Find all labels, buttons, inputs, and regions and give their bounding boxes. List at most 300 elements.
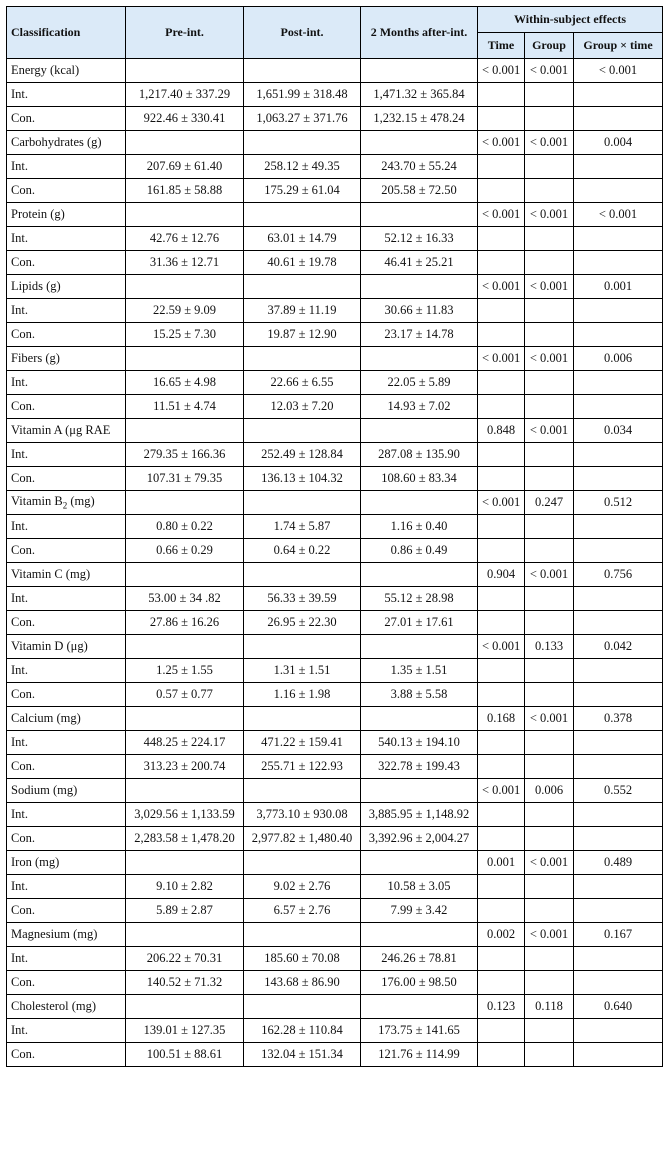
mean-sd-value: 9.02 ± 2.76 <box>244 875 361 899</box>
table-row-con <box>7 899 663 923</box>
mean-sd-value: 173.75 ± 141.65 <box>361 1019 478 1043</box>
mean-sd-value: 0.66 ± 0.29 <box>126 539 244 563</box>
empty-cell <box>478 731 525 755</box>
table-row-int <box>7 803 663 827</box>
empty-cell <box>478 587 525 611</box>
p-group-x-time: 0.378 <box>574 707 663 731</box>
header-post-int: Post-int. <box>244 7 361 59</box>
mean-sd-value: 7.99 ± 3.42 <box>361 899 478 923</box>
empty-cell <box>244 131 361 155</box>
nutrient-label: Vitamin C (mg) <box>7 563 126 587</box>
group-label: Int. <box>7 371 126 395</box>
table-row-con <box>7 971 663 995</box>
mean-sd-value: 243.70 ± 55.24 <box>361 155 478 179</box>
empty-cell <box>361 995 478 1019</box>
table-row-con <box>7 827 663 851</box>
p-group: < 0.001 <box>525 59 574 83</box>
p-group: < 0.001 <box>525 851 574 875</box>
empty-cell <box>126 923 244 947</box>
table-row-nutrient <box>7 131 663 155</box>
empty-cell <box>478 443 525 467</box>
empty-cell <box>574 299 663 323</box>
mean-sd-value: 205.58 ± 72.50 <box>361 179 478 203</box>
mean-sd-value: 42.76 ± 12.76 <box>126 227 244 251</box>
mean-sd-value: 322.78 ± 199.43 <box>361 755 478 779</box>
empty-cell <box>574 659 663 683</box>
table-row-con <box>7 539 663 563</box>
table-row-int <box>7 1019 663 1043</box>
empty-cell <box>244 635 361 659</box>
empty-cell <box>361 635 478 659</box>
empty-cell <box>525 683 574 707</box>
p-group-x-time: 0.001 <box>574 275 663 299</box>
header-within-subject-effects: Within-subject effects <box>478 7 663 33</box>
p-group-x-time: 0.167 <box>574 923 663 947</box>
mean-sd-value: 258.12 ± 49.35 <box>244 155 361 179</box>
empty-cell <box>126 851 244 875</box>
group-label: Int. <box>7 947 126 971</box>
empty-cell <box>126 59 244 83</box>
table-row-nutrient <box>7 779 663 803</box>
group-label: Int. <box>7 1019 126 1043</box>
table-row-con <box>7 107 663 131</box>
empty-cell <box>361 563 478 587</box>
empty-cell <box>126 779 244 803</box>
mean-sd-value: 15.25 ± 7.30 <box>126 323 244 347</box>
table-row-con <box>7 323 663 347</box>
empty-cell <box>574 1043 663 1067</box>
nutrient-label: Vitamin A (μg RAE <box>7 419 126 443</box>
mean-sd-value: 287.08 ± 135.90 <box>361 443 478 467</box>
mean-sd-value: 1.16 ± 1.98 <box>244 683 361 707</box>
table-row-int <box>7 947 663 971</box>
p-group-x-time: 0.640 <box>574 995 663 1019</box>
mean-sd-value: 31.36 ± 12.71 <box>126 251 244 275</box>
table-row-nutrient <box>7 923 663 947</box>
empty-cell <box>574 323 663 347</box>
table-row-int <box>7 659 663 683</box>
empty-cell <box>478 899 525 923</box>
empty-cell <box>244 347 361 371</box>
mean-sd-value: 185.60 ± 70.08 <box>244 947 361 971</box>
p-group-x-time: 0.756 <box>574 563 663 587</box>
label-text: Vitamin B <box>11 494 63 509</box>
mean-sd-value: 1.25 ± 1.55 <box>126 659 244 683</box>
mean-sd-value: 161.85 ± 58.88 <box>126 179 244 203</box>
mean-sd-value: 313.23 ± 200.74 <box>126 755 244 779</box>
empty-cell <box>574 251 663 275</box>
mean-sd-value: 471.22 ± 159.41 <box>244 731 361 755</box>
table-row-nutrient <box>7 419 663 443</box>
mean-sd-value: 0.57 ± 0.77 <box>126 683 244 707</box>
empty-cell <box>244 275 361 299</box>
table-row-int <box>7 227 663 251</box>
mean-sd-value: 2,283.58 ± 1,478.20 <box>126 827 244 851</box>
p-group: < 0.001 <box>525 131 574 155</box>
empty-cell <box>574 83 663 107</box>
p-group: < 0.001 <box>525 419 574 443</box>
table-row-con <box>7 683 663 707</box>
mean-sd-value: 16.65 ± 4.98 <box>126 371 244 395</box>
p-group-x-time: 0.004 <box>574 131 663 155</box>
group-label: Con. <box>7 971 126 995</box>
nutrient-label: Cholesterol (mg) <box>7 995 126 1019</box>
empty-cell <box>361 923 478 947</box>
mean-sd-value: 37.89 ± 11.19 <box>244 299 361 323</box>
empty-cell <box>525 251 574 275</box>
group-label: Int. <box>7 659 126 683</box>
empty-cell <box>361 59 478 83</box>
empty-cell <box>126 419 244 443</box>
p-group: 0.247 <box>525 491 574 515</box>
empty-cell <box>126 347 244 371</box>
mean-sd-value: 3,029.56 ± 1,133.59 <box>126 803 244 827</box>
empty-cell <box>574 611 663 635</box>
header-pre-int: Pre-int. <box>126 7 244 59</box>
p-time: < 0.001 <box>478 59 525 83</box>
table-row-con <box>7 755 663 779</box>
table-row-con <box>7 251 663 275</box>
group-label: Int. <box>7 155 126 179</box>
group-label: Int. <box>7 875 126 899</box>
nutrient-label: Sodium (mg) <box>7 779 126 803</box>
mean-sd-value: 279.35 ± 166.36 <box>126 443 244 467</box>
empty-cell <box>525 1043 574 1067</box>
mean-sd-value: 121.76 ± 114.99 <box>361 1043 478 1067</box>
empty-cell <box>574 755 663 779</box>
mean-sd-value: 922.46 ± 330.41 <box>126 107 244 131</box>
group-label: Con. <box>7 395 126 419</box>
mean-sd-value: 10.58 ± 3.05 <box>361 875 478 899</box>
empty-cell <box>574 371 663 395</box>
nutrient-intake-table <box>6 6 663 1067</box>
empty-cell <box>478 323 525 347</box>
empty-cell <box>478 395 525 419</box>
mean-sd-value: 140.52 ± 71.32 <box>126 971 244 995</box>
empty-cell <box>361 851 478 875</box>
group-label: Int. <box>7 803 126 827</box>
group-label: Con. <box>7 611 126 635</box>
empty-cell <box>361 203 478 227</box>
table-row-nutrient <box>7 635 663 659</box>
empty-cell <box>574 731 663 755</box>
p-group-x-time: < 0.001 <box>574 203 663 227</box>
label-unit: (mg) <box>67 494 95 509</box>
empty-cell <box>478 875 525 899</box>
mean-sd-value: 175.29 ± 61.04 <box>244 179 361 203</box>
mean-sd-value: 207.69 ± 61.40 <box>126 155 244 179</box>
table-row-nutrient <box>7 995 663 1019</box>
empty-cell <box>126 131 244 155</box>
table-row-nutrient <box>7 851 663 875</box>
empty-cell <box>244 563 361 587</box>
table-row-nutrient <box>7 59 663 83</box>
p-group-x-time: 0.042 <box>574 635 663 659</box>
empty-cell <box>361 419 478 443</box>
empty-cell <box>574 443 663 467</box>
group-label: Con. <box>7 323 126 347</box>
empty-cell <box>126 995 244 1019</box>
empty-cell <box>244 779 361 803</box>
table-row-int <box>7 515 663 539</box>
group-label: Int. <box>7 731 126 755</box>
table-row-int <box>7 371 663 395</box>
empty-cell <box>525 659 574 683</box>
empty-cell <box>478 227 525 251</box>
empty-cell <box>525 83 574 107</box>
nutrient-label: Carbohydrates (g) <box>7 131 126 155</box>
empty-cell <box>478 107 525 131</box>
group-label: Con. <box>7 827 126 851</box>
empty-cell <box>574 395 663 419</box>
mean-sd-value: 19.87 ± 12.90 <box>244 323 361 347</box>
empty-cell <box>126 203 244 227</box>
table-row-int <box>7 83 663 107</box>
mean-sd-value: 6.57 ± 2.76 <box>244 899 361 923</box>
empty-cell <box>525 731 574 755</box>
empty-cell <box>244 851 361 875</box>
group-label: Int. <box>7 299 126 323</box>
group-label: Int. <box>7 227 126 251</box>
mean-sd-value: 63.01 ± 14.79 <box>244 227 361 251</box>
nutrient-label: Magnesium (mg) <box>7 923 126 947</box>
mean-sd-value: 255.71 ± 122.93 <box>244 755 361 779</box>
p-group-x-time: 0.489 <box>574 851 663 875</box>
table-row-int <box>7 875 663 899</box>
empty-cell <box>525 1019 574 1043</box>
empty-cell <box>478 683 525 707</box>
nutrient-label: Lipids (g) <box>7 275 126 299</box>
table-row-int <box>7 443 663 467</box>
table-row-con <box>7 395 663 419</box>
table-row-nutrient <box>7 203 663 227</box>
mean-sd-value: 5.89 ± 2.87 <box>126 899 244 923</box>
nutrient-label: Energy (kcal) <box>7 59 126 83</box>
empty-cell <box>525 227 574 251</box>
table-body <box>7 59 663 1067</box>
mean-sd-value: 22.59 ± 9.09 <box>126 299 244 323</box>
mean-sd-value: 14.93 ± 7.02 <box>361 395 478 419</box>
mean-sd-value: 22.05 ± 5.89 <box>361 371 478 395</box>
mean-sd-value: 1,471.32 ± 365.84 <box>361 83 478 107</box>
mean-sd-value: 52.12 ± 16.33 <box>361 227 478 251</box>
nutrient-label: Vitamin D (μg) <box>7 635 126 659</box>
table-row-con <box>7 467 663 491</box>
empty-cell <box>478 611 525 635</box>
mean-sd-value: 1.31 ± 1.51 <box>244 659 361 683</box>
empty-cell <box>126 275 244 299</box>
p-group-x-time: 0.006 <box>574 347 663 371</box>
empty-cell <box>244 59 361 83</box>
p-time: 0.002 <box>478 923 525 947</box>
nutrient-label: Protein (g) <box>7 203 126 227</box>
group-label: Int. <box>7 515 126 539</box>
mean-sd-value: 1.74 ± 5.87 <box>244 515 361 539</box>
empty-cell <box>126 707 244 731</box>
mean-sd-value: 3,885.95 ± 1,148.92 <box>361 803 478 827</box>
mean-sd-value: 206.22 ± 70.31 <box>126 947 244 971</box>
mean-sd-value: 3,773.10 ± 930.08 <box>244 803 361 827</box>
p-time: 0.001 <box>478 851 525 875</box>
table-row-nutrient <box>7 707 663 731</box>
mean-sd-value: 162.28 ± 110.84 <box>244 1019 361 1043</box>
mean-sd-value: 2,977.82 ± 1,480.40 <box>244 827 361 851</box>
group-label: Int. <box>7 443 126 467</box>
p-group: 0.006 <box>525 779 574 803</box>
mean-sd-value: 108.60 ± 83.34 <box>361 467 478 491</box>
empty-cell <box>525 827 574 851</box>
empty-cell <box>574 683 663 707</box>
empty-cell <box>525 587 574 611</box>
group-label: Con. <box>7 251 126 275</box>
empty-cell <box>478 659 525 683</box>
group-label: Con. <box>7 683 126 707</box>
empty-cell <box>361 491 478 515</box>
empty-cell <box>574 179 663 203</box>
empty-cell <box>244 419 361 443</box>
empty-cell <box>478 1019 525 1043</box>
mean-sd-value: 9.10 ± 2.82 <box>126 875 244 899</box>
group-label: Con. <box>7 899 126 923</box>
empty-cell <box>478 251 525 275</box>
empty-cell <box>574 107 663 131</box>
mean-sd-value: 11.51 ± 4.74 <box>126 395 244 419</box>
empty-cell <box>525 467 574 491</box>
p-time: < 0.001 <box>478 275 525 299</box>
empty-cell <box>478 947 525 971</box>
empty-cell <box>574 803 663 827</box>
p-time: < 0.001 <box>478 131 525 155</box>
p-group: < 0.001 <box>525 275 574 299</box>
group-label: Con. <box>7 179 126 203</box>
mean-sd-value: 27.01 ± 17.61 <box>361 611 478 635</box>
empty-cell <box>126 563 244 587</box>
mean-sd-value: 56.33 ± 39.59 <box>244 587 361 611</box>
group-label: Con. <box>7 1043 126 1067</box>
table-row-nutrient <box>7 347 663 371</box>
p-group-x-time: < 0.001 <box>574 59 663 83</box>
table-row-int <box>7 587 663 611</box>
p-time: < 0.001 <box>478 635 525 659</box>
mean-sd-value: 1,651.99 ± 318.48 <box>244 83 361 107</box>
p-time: < 0.001 <box>478 203 525 227</box>
p-group: < 0.001 <box>525 563 574 587</box>
mean-sd-value: 1.35 ± 1.51 <box>361 659 478 683</box>
mean-sd-value: 22.66 ± 6.55 <box>244 371 361 395</box>
table-row-int <box>7 731 663 755</box>
mean-sd-value: 246.26 ± 78.81 <box>361 947 478 971</box>
empty-cell <box>525 611 574 635</box>
empty-cell <box>361 779 478 803</box>
mean-sd-value: 3,392.96 ± 2,004.27 <box>361 827 478 851</box>
p-group: < 0.001 <box>525 203 574 227</box>
table-row-con <box>7 1043 663 1067</box>
mean-sd-value: 143.68 ± 86.90 <box>244 971 361 995</box>
empty-cell <box>244 491 361 515</box>
header-group: Group <box>525 33 574 59</box>
nutrient-label <box>7 491 126 515</box>
p-group: < 0.001 <box>525 347 574 371</box>
empty-cell <box>525 443 574 467</box>
p-time: 0.848 <box>478 419 525 443</box>
mean-sd-value: 107.31 ± 79.35 <box>126 467 244 491</box>
mean-sd-value: 46.41 ± 25.21 <box>361 251 478 275</box>
mean-sd-value: 23.17 ± 14.78 <box>361 323 478 347</box>
p-time: 0.168 <box>478 707 525 731</box>
empty-cell <box>525 755 574 779</box>
p-time: 0.904 <box>478 563 525 587</box>
empty-cell <box>361 131 478 155</box>
empty-cell <box>478 467 525 491</box>
empty-cell <box>574 155 663 179</box>
empty-cell <box>478 755 525 779</box>
empty-cell <box>478 803 525 827</box>
empty-cell <box>244 203 361 227</box>
empty-cell <box>525 179 574 203</box>
mean-sd-value: 176.00 ± 98.50 <box>361 971 478 995</box>
empty-cell <box>478 179 525 203</box>
table-row-nutrient <box>7 563 663 587</box>
group-label: Con. <box>7 755 126 779</box>
mean-sd-value: 12.03 ± 7.20 <box>244 395 361 419</box>
mean-sd-value: 53.00 ± 34 .82 <box>126 587 244 611</box>
empty-cell <box>126 635 244 659</box>
group-label: Int. <box>7 83 126 107</box>
empty-cell <box>478 539 525 563</box>
empty-cell <box>525 155 574 179</box>
empty-cell <box>525 899 574 923</box>
empty-cell <box>574 947 663 971</box>
empty-cell <box>478 83 525 107</box>
empty-cell <box>574 539 663 563</box>
empty-cell <box>126 491 244 515</box>
header-time: Time <box>478 33 525 59</box>
p-group: 0.118 <box>525 995 574 1019</box>
empty-cell <box>244 923 361 947</box>
empty-cell <box>478 971 525 995</box>
p-group: < 0.001 <box>525 923 574 947</box>
mean-sd-value: 0.80 ± 0.22 <box>126 515 244 539</box>
p-time: < 0.001 <box>478 779 525 803</box>
p-time: < 0.001 <box>478 347 525 371</box>
empty-cell <box>574 875 663 899</box>
p-group: 0.133 <box>525 635 574 659</box>
p-group: < 0.001 <box>525 707 574 731</box>
empty-cell <box>525 323 574 347</box>
empty-cell <box>525 539 574 563</box>
nutrient-label: Calcium (mg) <box>7 707 126 731</box>
label-subscript: 2 <box>62 500 68 511</box>
mean-sd-value: 1,063.27 ± 371.76 <box>244 107 361 131</box>
mean-sd-value: 26.95 ± 22.30 <box>244 611 361 635</box>
table-row-nutrient <box>7 275 663 299</box>
table-row-int <box>7 299 663 323</box>
mean-sd-value: 27.86 ± 16.26 <box>126 611 244 635</box>
p-group-x-time: 0.552 <box>574 779 663 803</box>
empty-cell <box>525 515 574 539</box>
empty-cell <box>361 707 478 731</box>
empty-cell <box>361 347 478 371</box>
mean-sd-value: 1,232.15 ± 478.24 <box>361 107 478 131</box>
empty-cell <box>574 827 663 851</box>
mean-sd-value: 40.61 ± 19.78 <box>244 251 361 275</box>
mean-sd-value: 132.04 ± 151.34 <box>244 1043 361 1067</box>
empty-cell <box>574 515 663 539</box>
mean-sd-value: 136.13 ± 104.32 <box>244 467 361 491</box>
mean-sd-value: 139.01 ± 127.35 <box>126 1019 244 1043</box>
empty-cell <box>525 947 574 971</box>
nutrient-label: Iron (mg) <box>7 851 126 875</box>
